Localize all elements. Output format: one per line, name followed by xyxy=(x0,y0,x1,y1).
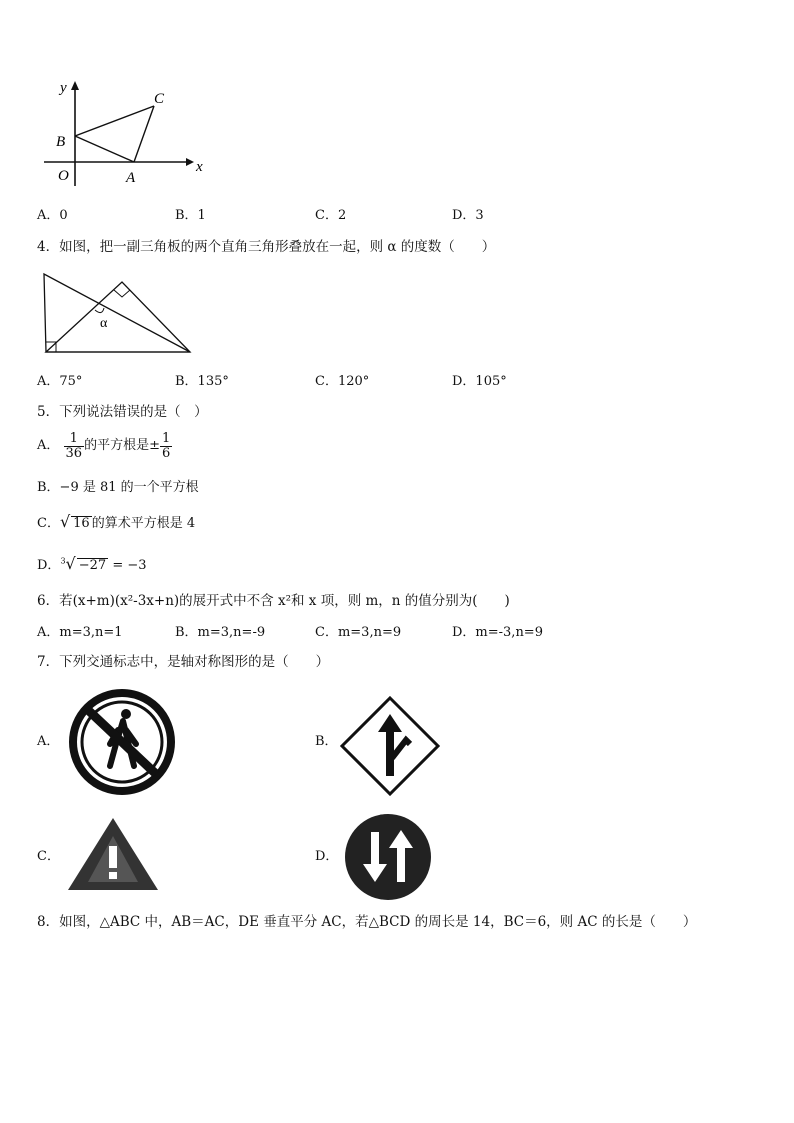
two-way-traffic-sign-icon[interactable] xyxy=(343,812,433,902)
q4-option-b[interactable]: B．135° xyxy=(175,374,229,389)
q7-label-a[interactable]: A． xyxy=(37,734,60,749)
q4-option-d[interactable]: D．105° xyxy=(452,374,507,389)
q8-stem: 8．如图，△ABC 中，AB＝AC，DE 垂直平分 AC，若△BCD 的周长是 14，BC＝6，则 AC 的长是（ ） xyxy=(37,914,697,930)
q5-option-a[interactable] xyxy=(37,432,172,460)
merge-lane-sign-icon[interactable] xyxy=(340,696,440,796)
q7-label-c[interactable]: C． xyxy=(37,849,60,864)
frac-denominator: 36 xyxy=(65,445,83,461)
q5-option-c-suffix: 的算术平方根是 4 xyxy=(91,516,196,531)
q5-option-c-prefix: C． xyxy=(37,516,60,531)
q7-stem: 7．下列交通标志中，是轴对称图形的是（ ） xyxy=(37,654,330,670)
q4-option-c[interactable]: C．120° xyxy=(315,374,370,389)
frac-numerator: 1 xyxy=(161,431,171,446)
q3-option-d[interactable]: D．3 xyxy=(452,208,484,223)
warning-triangle-sign-icon[interactable] xyxy=(66,816,160,892)
q5-option-d[interactable] xyxy=(37,556,147,572)
fraction-one-thirty-sixth xyxy=(64,432,85,460)
frac-numerator: 1 xyxy=(64,432,85,447)
q3-option-c[interactable]: C．2 xyxy=(315,208,347,223)
point-a-label: A xyxy=(126,170,136,186)
q4-stem: 4．如图，把一副三角板的两个直角三角形叠放在一起，则 α 的度数（ ） xyxy=(37,239,496,255)
q6-option-c[interactable]: C．m=3,n=9 xyxy=(315,625,402,640)
q6-option-b[interactable]: B．m=3,n=-9 xyxy=(175,625,266,640)
q5-option-a-middle: 的平方根是± xyxy=(84,437,160,453)
point-c-label: C xyxy=(154,91,165,107)
no-pedestrian-sign-icon[interactable] xyxy=(66,688,178,796)
q4-option-a[interactable]: A．75° xyxy=(37,374,83,389)
q3-coordinate-figure xyxy=(36,76,216,194)
q6-option-d[interactable]: D．m=-3,n=9 xyxy=(452,625,543,640)
q6-option-a[interactable]: A．m=3,n=1 xyxy=(37,625,123,640)
x-axis-label: x xyxy=(196,159,203,175)
origin-label: O xyxy=(58,168,69,184)
q5-option-c[interactable] xyxy=(37,514,195,530)
q5-option-d-suffix: = −3 xyxy=(112,558,147,573)
y-axis-label: y xyxy=(60,80,67,96)
q3-option-a[interactable]: A．0 xyxy=(37,208,68,223)
frac-denominator: 6 xyxy=(161,445,171,461)
root-index: 3 xyxy=(60,556,66,566)
q7-label-d[interactable]: D． xyxy=(315,849,339,864)
radicand: 16 xyxy=(73,516,90,531)
q7-label-b[interactable]: B． xyxy=(315,734,338,749)
q5-option-a-prefix: A． xyxy=(37,437,60,453)
point-b-label: B xyxy=(56,134,66,150)
q4-triangles-figure xyxy=(40,270,196,358)
q5-option-d-prefix: D． xyxy=(37,558,61,573)
radical-sign-icon: √ xyxy=(65,554,76,573)
radical-sign-icon: √ xyxy=(59,512,71,531)
radicand: −27 xyxy=(78,558,107,573)
q5-option-b[interactable]: B．−9 是 81 的一个平方根 xyxy=(37,480,199,495)
fraction-one-sixth xyxy=(160,432,172,460)
q5-stem: 5．下列说法错误的是（ ） xyxy=(37,404,208,420)
q3-option-b[interactable]: B．1 xyxy=(175,208,206,223)
q6-stem: 6．若(x+m)(x²-3x+n)的展开式中不含 x²和 x 项，则 m，n 的值分别为( ) xyxy=(37,593,510,609)
alpha-label: α xyxy=(100,316,108,331)
